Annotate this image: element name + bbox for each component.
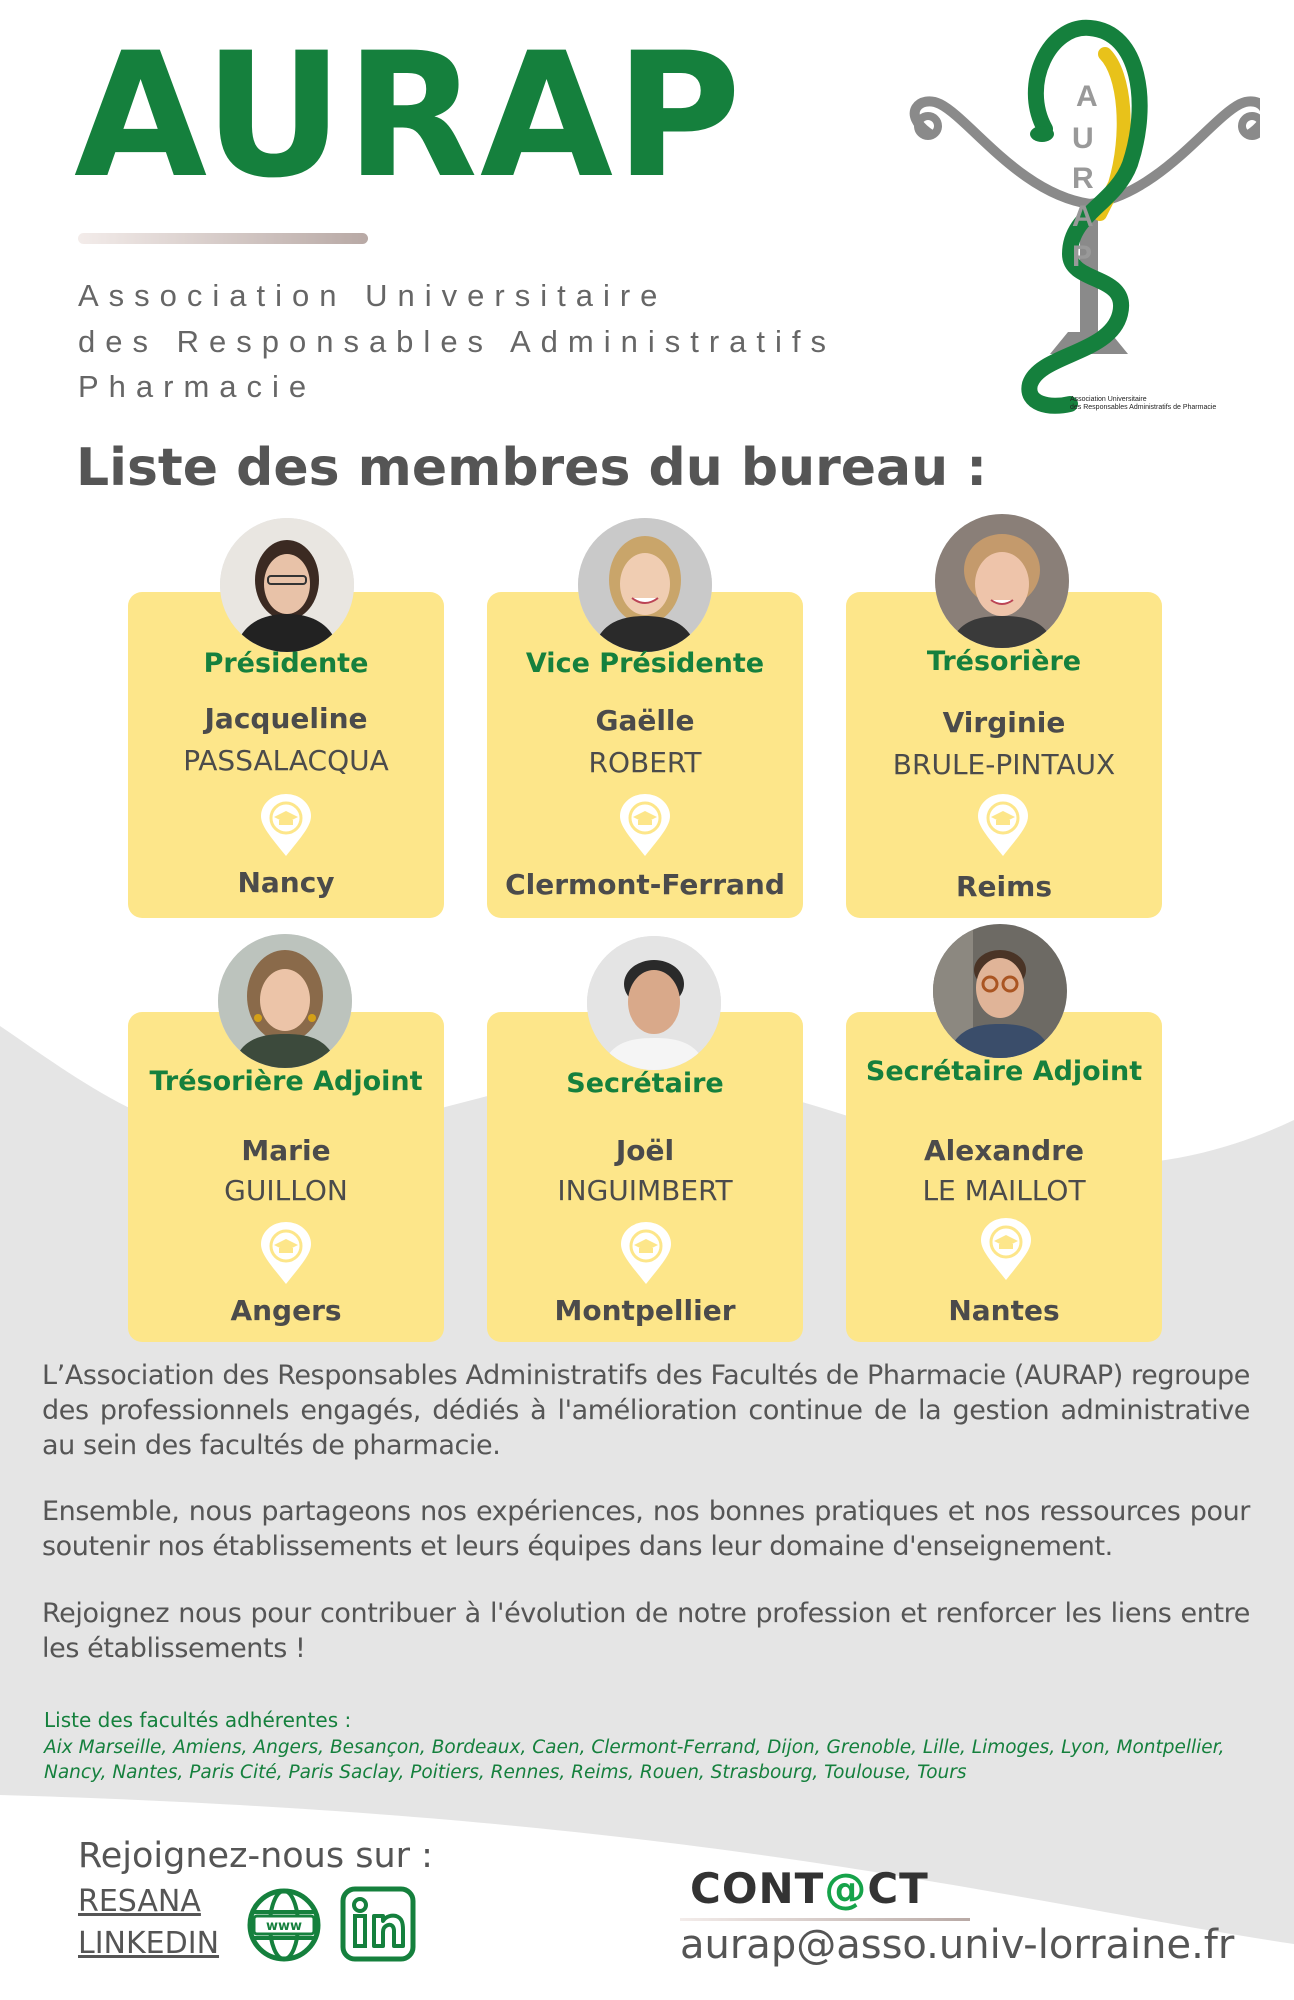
page-title: AURAP [74,15,744,216]
title-underline [78,233,368,244]
resana-link[interactable]: RESANA [78,1884,201,1919]
avatar-secretary [587,936,721,1070]
first-name-assistant-secretary: Alexandre [924,1134,1084,1167]
www-icon-text: www [265,1919,303,1934]
first-name-assistant-treasurer: Marie [241,1134,331,1167]
last-name-president: PASSALACQUA [183,744,389,777]
role-treasurer: Trésorière [926,646,1082,677]
description-paragraph-2: Ensemble, nous partageons nos expériences, nos bonnes pratiques et nos ressources pour soutenir nos établissements et leurs équipes dans leur domaine d'enseignement. [42,1496,1250,1562]
contact-email-link[interactable]: aurap@asso.univ-lorraine.fr [680,1922,1235,1968]
contact-at: @ [824,1864,868,1913]
join-us-label: Rejoignez-nous sur : [78,1836,433,1876]
contact-underline [680,1918,970,1921]
subtitle-line-1: Association Universitaire [78,278,668,313]
avatar-treasurer [935,514,1069,648]
logo-letter-r: R [1072,162,1094,195]
subtitle-line-2: des Responsables Administratifs [78,324,837,359]
section-title: Liste des membres du bureau : [76,438,988,498]
avatar-assistant-treasurer [218,934,352,1068]
graduation-pin-icon [978,1218,1034,1282]
logo-caption-line-2: des Responsables Administratifs de Pharmacie [1070,404,1217,411]
first-name-secretary: Joël [615,1134,675,1167]
city-vice-president: Clermont-Ferrand [505,868,785,901]
logo-letter-p: P [1072,240,1093,273]
avatar-vice-president [578,518,712,652]
contact-heading [690,1864,929,1913]
faculties-title: Liste des facultés adhérentes : [44,1708,352,1732]
logo-letter-a2: A [1072,200,1094,233]
city-treasurer: Reims [956,870,1052,903]
last-name-treasurer: BRULE-PINTAUX [892,748,1116,781]
description-paragraph-1: L’Association des Responsables Administratifs des Facultés de Pharmacie (AURAP) regroupe des professionnels engagés, dédiés à l'amélioration continue de la gestion administrative au sein des facultés de pharmacie. [42,1360,1250,1461]
last-name-secretary: INGUIMBERT [557,1174,733,1207]
role-president: Présidente [203,648,369,679]
avatar-assistant-secretary [933,924,1067,1058]
last-name-assistant-treasurer: GUILLON [224,1174,348,1207]
city-secretary: Montpellier [554,1294,736,1327]
contact-suffix: CT [867,1864,929,1913]
first-name-vice-president: Gaëlle [595,704,695,737]
role-assistant-treasurer: Trésorière Adjoint [149,1066,423,1097]
last-name-assistant-secretary: LE MAILLOT [922,1174,1086,1207]
linkedin-icon[interactable] [340,1886,416,1962]
logo-caption-line-1: Association Universitaire [1070,396,1147,403]
logo-letter-a: A [1076,80,1098,113]
graduation-pin-icon [975,794,1031,858]
logo-caption [1070,396,1216,412]
description-paragraph-3: Rejoignez nous pour contribuer à l'évolution de notre profession et renforcer les liens entre les établissements ! [42,1598,1250,1664]
role-secretary: Secrétaire [566,1068,724,1099]
graduation-pin-icon [618,1222,674,1286]
role-assistant-secretary: Secrétaire Adjoint [865,1056,1143,1087]
graduation-pin-icon [258,794,314,858]
city-assistant-secretary: Nantes [948,1294,1060,1327]
first-name-treasurer: Virginie [942,706,1066,739]
avatar-president [220,518,354,652]
graduation-pin-icon [258,1222,314,1286]
city-assistant-treasurer: Angers [230,1294,342,1327]
graduation-pin-icon [617,794,673,858]
aurap-caduceus-logo [900,14,1260,422]
faculties-list: Aix Marseille, Amiens, Angers, Besançon, Bordeaux, Caen, Clermont-Ferrand, Dijon, Grenoble, Lille, Limoges, Lyon, Montpellier, Nancy, Nantes, Paris Cité, Paris Saclay, Poitiers, Rennes, Reims, Rouen, Strasbourg, Toulouse, Tours [44,1737,1225,1783]
city-president: Nancy [237,866,335,899]
linkedin-link[interactable]: LINKEDIN [78,1926,220,1961]
subtitle-line-3: Pharmacie [78,369,317,404]
role-vice-president: Vice Présidente [525,648,765,679]
contact-prefix: CONT [690,1864,825,1913]
first-name-president: Jacqueline [204,702,368,735]
logo-letter-u: U [1072,122,1094,155]
globe-www-icon[interactable] [244,1886,324,1964]
last-name-vice-president: ROBERT [588,746,702,779]
